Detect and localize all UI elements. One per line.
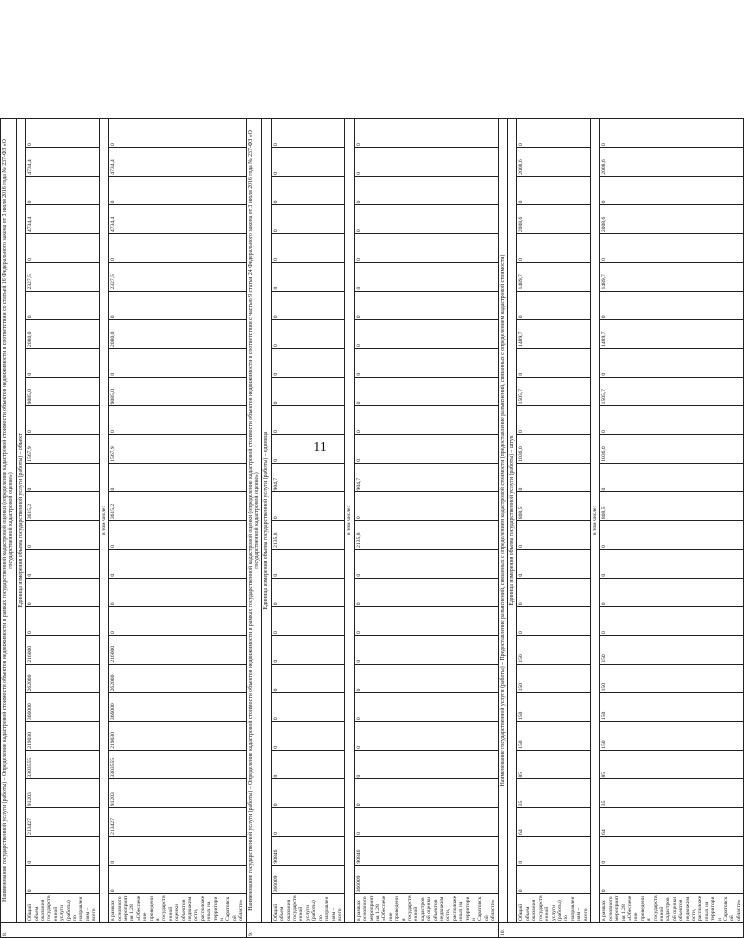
table-cell: 904,7 [271, 463, 344, 492]
page-number: 11 [313, 440, 327, 455]
table-cell: 0 [26, 291, 99, 320]
table-cell: 0 [271, 722, 344, 751]
table-cell: 1489,7 [600, 320, 744, 349]
table-cell: 2080,0 [26, 320, 99, 349]
table-cell: 0 [517, 119, 590, 148]
table-cell: 0 [26, 119, 99, 148]
table-cell: 0 [517, 348, 590, 377]
table-cell: 0 [600, 234, 744, 263]
table-cell: 35 [600, 779, 744, 808]
table-cell: 0 [354, 291, 498, 320]
table-cell: 0 [517, 463, 590, 492]
table-cell: 0 [109, 406, 247, 435]
table-cell: 150 [517, 722, 590, 751]
table-cell: 0 [271, 291, 344, 320]
section-unit-row [16, 119, 25, 938]
services-table [0, 118, 744, 938]
table-cell: 1567,9 [26, 435, 99, 464]
table-cell: 808,5 [600, 492, 744, 521]
table-cell: 1489,7 [517, 262, 590, 291]
table-cell: 0 [271, 492, 344, 521]
table-cell: 0 [354, 119, 498, 148]
table-cell: 0 [517, 291, 590, 320]
table-cell: 0 [517, 607, 590, 636]
row-label: Общий объем оказания государственной услуги (работы) по направлениям – всего [518, 895, 589, 921]
section-subtitle: в том числе: [99, 119, 108, 923]
table-cell: 0 [26, 607, 99, 636]
table-cell: 2008,6 [600, 205, 744, 234]
table-cell: 150 [600, 664, 744, 693]
table-cell: 0 [271, 205, 344, 234]
table-cell: 808,5 [517, 492, 590, 521]
table-cell: 0 [354, 176, 498, 205]
table-cell: 0 [600, 836, 744, 865]
section-title: Наименование государственной услуги (работы) – Определение кадастровой стоимости объектов недвижимости в рамках государственной кадастровой оценки (определение кадастровой стоимости объектов недвижимости в соответствии с частью 9 статьи 24 Федерального закона от 3 июля 2016 года № 237-ФЗ «О государственной кадастровой оценке») [246, 119, 262, 923]
table-cell: 0 [600, 865, 744, 894]
table-cell: 0 [271, 750, 344, 779]
table-cell: 1505,7 [600, 377, 744, 406]
rotated-table-area [0, 118, 742, 938]
row-label: в рамках основного мероприятия 1.28 «Обеспечение проведения государственной кадастровой оценки объектов недвижимости, расположенных на территории Саратовской области» [355, 895, 497, 921]
table-cell: 0 [271, 549, 344, 578]
table-cell: 0 [109, 176, 247, 205]
table-cell: 0 [271, 176, 344, 205]
table-cell: 262000 [26, 664, 99, 693]
section-unit-row [262, 119, 271, 938]
table-cell: 0 [271, 406, 344, 435]
table-row [517, 119, 590, 938]
table-cell: 0 [600, 521, 744, 550]
table-cell: 1036,0 [517, 435, 590, 464]
table-cell: 0 [26, 865, 99, 894]
table-cell: 0 [354, 435, 498, 464]
table-cell: 0 [354, 148, 498, 177]
table-cell: 0 [517, 549, 590, 578]
table-cell: 0 [517, 406, 590, 435]
table-cell: 213427 [26, 808, 99, 837]
table-cell: 0 [109, 463, 247, 492]
subtitle-row [99, 119, 108, 938]
table-cell: 0 [26, 549, 99, 578]
table-cell: 1505,7 [517, 377, 590, 406]
table-cell: 0 [271, 607, 344, 636]
table-cell: 0 [354, 722, 498, 751]
section-title: Наименование государственной услуги (работы) – Предоставление разъяснений, связанных с определением кадастровой стоимости (предоставление разъяснений, связанных с определением кадастровой стоимости) [498, 119, 507, 923]
table-cell: 0 [271, 148, 344, 177]
table-cell: 213427 [109, 808, 247, 837]
table-cell: 150 [600, 722, 744, 751]
table-cell: 0 [271, 779, 344, 808]
section-number: 9. [246, 923, 498, 938]
table-cell: 0 [517, 176, 590, 205]
table-cell: 0 [271, 664, 344, 693]
table-cell: 35 [517, 779, 590, 808]
table-cell: 0 [109, 119, 247, 148]
table-cell: 0 [271, 693, 344, 722]
table-cell: 0 [109, 865, 247, 894]
table-cell: 2327,5 [26, 262, 99, 291]
table-cell: 0 [109, 291, 247, 320]
table-cell: 0 [354, 549, 498, 578]
table-cell: 0 [600, 406, 744, 435]
table-cell: 366000 [26, 693, 99, 722]
table-cell: 0 [354, 320, 498, 349]
table-cell: 2327,5 [109, 262, 247, 291]
table-cell: 0 [600, 119, 744, 148]
table-cell: 0 [354, 578, 498, 607]
table-cell: 0 [271, 435, 344, 464]
table-cell: 150 [600, 635, 744, 664]
row-label: в рамках основного мероприятия 1.28 «Обеспечение проведения государственной оценки объектов недвижимости, расположенных на территории Саратовской области» [110, 895, 245, 921]
section-title-row [246, 119, 262, 938]
table-cell: 0 [517, 578, 590, 607]
table-cell: 64 [600, 808, 744, 837]
table-cell: 1489,7 [600, 262, 744, 291]
table-cell: 3303555 [26, 750, 99, 779]
table-cell: 91203 [109, 779, 247, 808]
table-cell: 0 [109, 549, 247, 578]
table-cell: 4734,4 [109, 148, 247, 177]
table-cell: 0 [517, 836, 590, 865]
table-cell: 0 [600, 578, 744, 607]
table-cell: 366000 [109, 693, 247, 722]
row-label: Общий объем оказания государственной услуги (работы) по направлениям – всего [27, 895, 98, 921]
table-cell: 0 [109, 348, 247, 377]
table-row [600, 119, 744, 938]
table-cell: 150 [517, 635, 590, 664]
section-unit: Единица измерения объема государственной услуги (работы) – штук [508, 119, 517, 923]
section-unit: Единица измерения объема государственной услуги (работы) – объект [16, 119, 25, 923]
table-cell: 0 [26, 176, 99, 205]
table-cell: 0 [26, 234, 99, 263]
table-cell: 90846 [354, 836, 498, 865]
table-cell: 0 [600, 348, 744, 377]
table-cell: 0 [600, 463, 744, 492]
subtitle-row [590, 119, 599, 938]
table-row [354, 119, 498, 938]
table-cell: 1036,0 [600, 435, 744, 464]
table-cell: 2008,6 [600, 148, 744, 177]
table-cell: 85 [600, 750, 744, 779]
table-cell: 0 [354, 406, 498, 435]
table-cell: 2135,8 [271, 521, 344, 550]
table-cell: 0 [354, 492, 498, 521]
table-cell: 219030 [109, 722, 247, 751]
table-cell: 216000 [26, 635, 99, 664]
section-number: 8. [1, 923, 247, 938]
section-unit-row [508, 119, 517, 938]
subtitle-row [345, 119, 354, 938]
table-cell: 9085,0 [109, 377, 247, 406]
table-cell: 0 [109, 578, 247, 607]
table-cell: 0 [271, 808, 344, 837]
table-cell: 0 [271, 377, 344, 406]
table-cell: 150 [517, 664, 590, 693]
table-cell: 0 [354, 664, 498, 693]
table-cell: 4734,4 [26, 205, 99, 234]
table-cell: 0 [354, 808, 498, 837]
row-label: Общий объем оказания государственной услуги (работы) по направлениям – всего [272, 895, 343, 921]
table-cell: 0 [271, 234, 344, 263]
table-cell: 0 [600, 291, 744, 320]
table-cell: 0 [517, 234, 590, 263]
table-cell: 366009 [354, 865, 498, 894]
table-cell: 2008,6 [517, 205, 590, 234]
table-cell: 4734,4 [109, 205, 247, 234]
table-cell: 2080,0 [109, 320, 247, 349]
table-cell: 0 [354, 693, 498, 722]
table-cell: 0 [109, 607, 247, 636]
section-subtitle: в том числе: [590, 119, 599, 923]
table-cell: 0 [26, 348, 99, 377]
table-cell: 85 [517, 750, 590, 779]
table-cell: 0 [109, 836, 247, 865]
table-cell: 0 [109, 234, 247, 263]
table-cell: 0 [354, 262, 498, 291]
table-cell: 0 [26, 406, 99, 435]
table-cell: 2135,8 [354, 521, 498, 550]
table-cell: 3303555 [109, 750, 247, 779]
table-cell: 0 [600, 176, 744, 205]
table-cell: 0 [354, 607, 498, 636]
table-cell: 3615,2 [109, 492, 247, 521]
table-cell: 4734,4 [26, 148, 99, 177]
table-cell: 0 [354, 779, 498, 808]
table-cell: 0 [354, 635, 498, 664]
table-cell: 219030 [26, 722, 99, 751]
section-title-row [1, 119, 17, 938]
table-cell: 150 [517, 693, 590, 722]
table-cell: 0 [271, 262, 344, 291]
table-cell: 1489,7 [517, 320, 590, 349]
table-cell: 0 [354, 377, 498, 406]
table-cell: 0 [109, 521, 247, 550]
table-cell: 0 [271, 635, 344, 664]
table-cell: 0 [354, 348, 498, 377]
table-cell: 90846 [271, 836, 344, 865]
table-cell: 0 [271, 578, 344, 607]
table-row [109, 119, 247, 938]
table-cell: 366009 [271, 865, 344, 894]
table-cell: 150 [600, 693, 744, 722]
row-label: в рамках основного мероприятия 1.28 «Обеспечение проведения государственной кадастровой оценки объектов недвижимости, расположенных на территории Саратовской области» [601, 895, 742, 921]
table-cell: 0 [354, 234, 498, 263]
table-cell: 0 [271, 320, 344, 349]
table-cell: 0 [26, 521, 99, 550]
table-cell: 2008,6 [517, 148, 590, 177]
table-row [26, 119, 99, 938]
section-unit: Единица измерения объема государственной услуги (работы) – единица [262, 119, 271, 923]
table-cell: 0 [26, 578, 99, 607]
section-title-row [498, 119, 507, 938]
section-title: Наименование государственной услуги (работы) – Определение кадастровой стоимости объектов недвижимости в рамках государственной кадастровой оценки (определение кадастровой стоимости объектов недвижимости в соответствии со статьей 16 Федерального закона от 3 июля 2016 года № 237-ФЗ «О государственной кадастровой оценке») [1, 119, 17, 923]
section-subtitle: в том числе: [345, 119, 354, 923]
table-cell: 9085,0 [26, 377, 99, 406]
table-cell: 0 [517, 521, 590, 550]
table-cell: 904,7 [354, 463, 498, 492]
table-cell: 0 [271, 348, 344, 377]
table-cell: 91203 [26, 779, 99, 808]
table-cell: 0 [600, 607, 744, 636]
table-cell: 64 [517, 808, 590, 837]
table-cell: 262000 [109, 664, 247, 693]
table-cell: 0 [600, 549, 744, 578]
table-cell: 0 [26, 836, 99, 865]
table-cell: 0 [271, 119, 344, 148]
table-cell: 0 [26, 463, 99, 492]
table-cell: 3615,2 [26, 492, 99, 521]
table-cell: 216000 [109, 635, 247, 664]
table-cell: 1567,9 [109, 435, 247, 464]
section-number: 10. [498, 923, 744, 938]
table-cell: 0 [354, 205, 498, 234]
table-row [271, 119, 344, 938]
table-cell: 0 [517, 865, 590, 894]
table-cell: 0 [354, 750, 498, 779]
